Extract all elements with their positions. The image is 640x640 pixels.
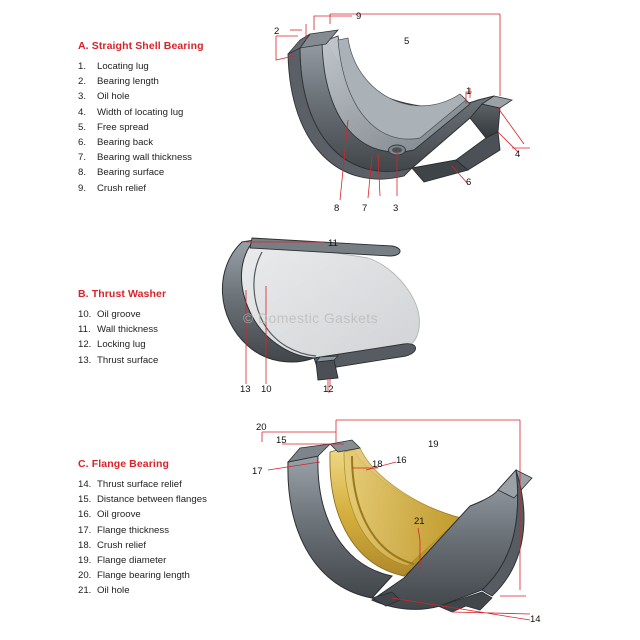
- item-label: Thrust surface relief: [97, 479, 182, 490]
- callout-3: 3: [393, 203, 399, 214]
- item-number: 12.: [78, 339, 92, 351]
- callout-13: 13: [240, 384, 251, 395]
- callout-2: 2: [274, 26, 280, 37]
- item-number: 3.: [78, 91, 87, 103]
- item-number: 17.: [78, 524, 92, 536]
- callout-14: 14: [530, 614, 541, 625]
- callout-16: 16: [396, 455, 407, 466]
- item-number: 9.: [78, 182, 87, 194]
- item-number: 1.: [78, 61, 87, 72]
- callout-6: 6: [466, 177, 472, 188]
- item-label: Bearing surface: [97, 167, 165, 179]
- item-label: Bearing length: [97, 76, 159, 88]
- item-label: Oil groove: [97, 309, 141, 320]
- item-label: Bearing back: [97, 137, 153, 149]
- callout-21: 21: [414, 516, 425, 527]
- item-number: 15.: [78, 494, 92, 506]
- callout-9: 9: [356, 11, 362, 22]
- legend-b-title: B. Thrust Washer: [78, 288, 167, 300]
- item-label: Bearing wall thickness: [97, 152, 192, 164]
- item-number: 6.: [78, 137, 87, 149]
- item-label: Flange bearing length: [97, 570, 190, 582]
- item-label: Locating lug: [97, 61, 149, 72]
- callout-7: 7: [362, 203, 368, 214]
- item-number: 13.: [78, 354, 92, 366]
- callout-11: 11: [328, 238, 338, 249]
- item-label: Width of locating lug: [97, 106, 184, 118]
- item-number: 14.: [78, 479, 92, 490]
- bearing-end-lower: [412, 160, 468, 182]
- item-number: 11.: [78, 324, 91, 336]
- callout-17: 17: [252, 466, 263, 477]
- callout-5: 5: [404, 36, 410, 47]
- item-label: Wall thickness: [97, 324, 158, 336]
- watermark: © Domestic Gaskets: [243, 310, 378, 326]
- legend-a-title: A. Straight Shell Bearing: [78, 40, 204, 52]
- locking-lug: [316, 360, 338, 380]
- straight-shell-bearing-drawing: [274, 11, 530, 214]
- callout-12: 12: [323, 384, 334, 395]
- callout-1: 1: [466, 86, 472, 97]
- item-label: Thrust surface: [97, 354, 159, 366]
- callout-15: 15: [276, 435, 287, 446]
- item-label: Crush relief: [97, 539, 147, 551]
- bearing-end-face: [456, 132, 500, 170]
- callout-4: 4: [515, 149, 521, 160]
- callout-18: 18: [372, 459, 383, 470]
- item-number: 10.: [78, 309, 92, 320]
- flange-bearing-drawing: [252, 420, 541, 625]
- item-number: 8.: [78, 167, 87, 179]
- oil-hole-inner: [392, 147, 402, 153]
- item-label: Oil hole: [97, 91, 130, 103]
- item-number: 21.: [78, 585, 92, 597]
- item-number: 4.: [78, 106, 87, 118]
- item-number: 20.: [78, 570, 92, 582]
- item-number: 19.: [78, 555, 92, 567]
- callout-10: 10: [261, 384, 272, 395]
- callout-8: 8: [334, 203, 340, 214]
- item-label: Oil hole: [97, 585, 130, 597]
- item-label: Locking lug: [97, 339, 146, 351]
- item-label: Crush relief: [97, 182, 147, 194]
- callout-19: 19: [428, 439, 439, 450]
- item-number: 2.: [78, 76, 87, 88]
- item-number: 5.: [78, 121, 87, 133]
- item-label: Distance between flanges: [97, 494, 207, 506]
- item-number: 7.: [78, 152, 87, 164]
- item-label: Free spread: [97, 121, 149, 133]
- legend-c-title: C. Flange Bearing: [78, 458, 169, 470]
- item-label: Flange diameter: [97, 555, 167, 567]
- item-label: Oil groove: [97, 509, 141, 521]
- item-label: Flange thickness: [97, 524, 169, 536]
- callout-20: 20: [256, 422, 267, 433]
- item-number: 16.: [78, 509, 92, 521]
- item-number: 18.: [78, 539, 92, 551]
